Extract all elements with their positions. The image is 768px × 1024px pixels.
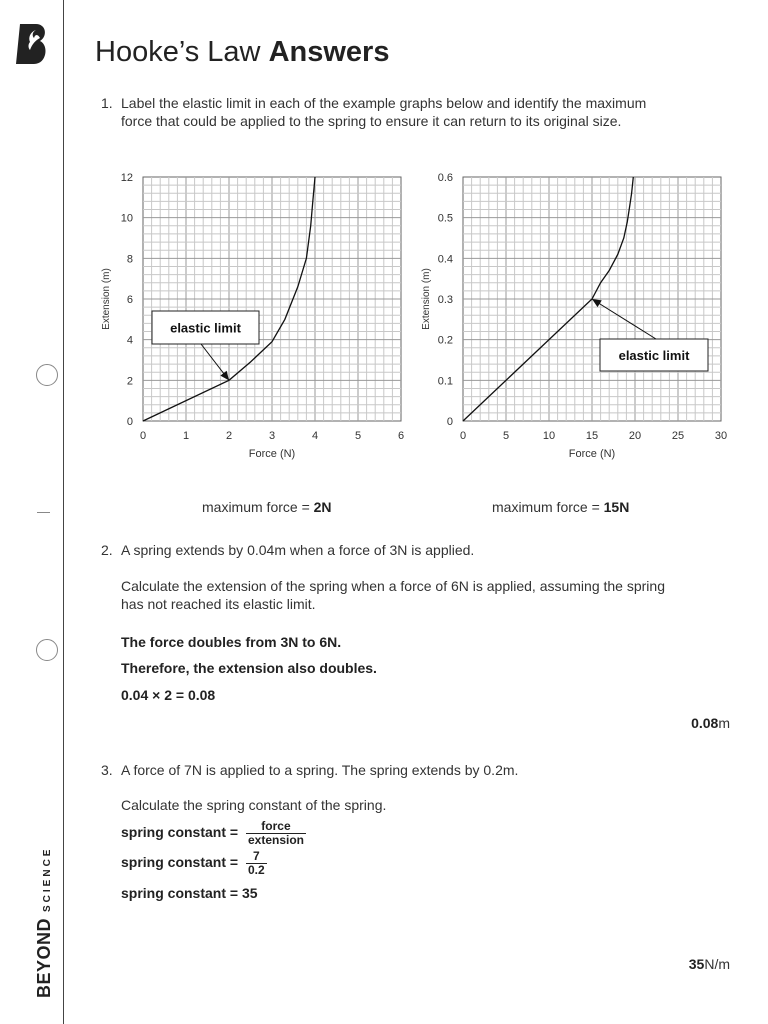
x-tick-label: 3 <box>268 430 276 442</box>
y-tick-label: 0.5 <box>437 212 453 225</box>
punch-hole-top <box>36 364 58 386</box>
q3-equation-3: spring constant = 35 <box>121 885 258 901</box>
x-axis-label: Force (N) <box>568 448 616 460</box>
q2-prompt-line1: Calculate the extension of the spring when a force of 6N is applied, assuming the spring <box>121 578 665 594</box>
q1-number: 1. <box>101 95 113 111</box>
q3-answer <box>689 955 730 973</box>
q3-fraction-2 <box>246 850 267 877</box>
y-tick-label: 12 <box>120 172 133 184</box>
q2-prompt <box>121 577 665 613</box>
brand-name: BEYOND <box>34 917 54 998</box>
beyond-logo-icon <box>16 22 50 66</box>
x-tick-label: 2 <box>225 430 233 442</box>
q1-text-line1: Label the elastic limit in each of the example graphs below and identify the maximum <box>121 95 647 111</box>
graph-force-extension-2 <box>415 165 735 465</box>
x-tick-label: 30 <box>714 430 728 442</box>
q2-number: 2. <box>101 542 113 558</box>
q3-eq1-label: spring constant = <box>121 824 242 841</box>
fraction-numerator: 7 <box>252 849 260 863</box>
brand-label <box>34 847 55 998</box>
x-tick-label: 0 <box>139 430 147 442</box>
q3-text: A force of 7N is applied to a spring. The spring extends by 0.2m. <box>121 762 519 778</box>
y-tick-label: 4 <box>126 334 133 347</box>
punch-hole-bottom <box>36 639 58 661</box>
margin-line <box>63 0 64 1024</box>
q2-answer-unit: m <box>718 715 730 731</box>
y-axis-label: Extension (m) <box>101 268 112 330</box>
x-tick-label: 1 <box>182 430 190 442</box>
q2-prompt-line2: has not reached its elastic limit. <box>121 596 316 612</box>
x-axis-label: Force (N) <box>248 448 296 460</box>
q1-answer1-prefix: maximum force = <box>202 499 314 515</box>
x-tick-label: 0 <box>459 430 467 442</box>
q2-answer-value: 0.08 <box>691 715 719 731</box>
y-tick-label: 10 <box>120 212 133 225</box>
q3-prompt: Calculate the spring constant of the spring. <box>121 797 387 813</box>
y-tick-label: 0.1 <box>437 375 453 388</box>
q3-fraction-1 <box>246 820 306 847</box>
q3-equation-2 <box>121 850 267 877</box>
y-tick-label: 0.2 <box>437 334 453 347</box>
q3-answer-value: 35 <box>688 956 705 972</box>
q1-answer1-value: 2N <box>313 499 332 515</box>
q1-answer2-value: 15N <box>603 499 630 515</box>
q1-answer-2 <box>492 498 629 516</box>
y-tick-label: 8 <box>126 253 133 266</box>
y-tick-label: 0 <box>446 416 453 428</box>
x-tick-label: 4 <box>311 430 319 442</box>
x-tick-label: 5 <box>354 430 362 442</box>
x-tick-label: 6 <box>397 430 405 442</box>
y-tick-label: 0.4 <box>437 253 453 266</box>
q1-answer2-prefix: maximum force = <box>492 499 604 515</box>
x-tick-label: 20 <box>628 430 642 442</box>
q3-eq2-label: spring constant = <box>121 854 242 871</box>
brand-sub: SCIENCE <box>42 846 53 912</box>
q1-text <box>121 94 646 130</box>
fraction-denominator: extension <box>247 833 304 847</box>
fraction-denominator: 0.2 <box>247 863 265 877</box>
y-tick-label: 6 <box>126 294 133 306</box>
y-tick-label: 0.6 <box>437 172 453 184</box>
q3-number: 3. <box>101 762 113 778</box>
fold-mark <box>37 512 50 513</box>
q2-working-line2: Therefore, the extension also doubles. <box>121 660 377 676</box>
q2-text: A spring extends by 0.04m when a force of 3N is applied. <box>121 542 475 558</box>
y-tick-label: 2 <box>126 375 133 388</box>
q3-equation-1 <box>121 820 306 847</box>
page-title <box>95 36 389 69</box>
q2-working-line1: The force doubles from 3N to 6N. <box>121 634 342 650</box>
q1-text-line2: force that could be applied to the spring to ensure it can return to its original size. <box>121 113 622 129</box>
y-tick-label: 0.3 <box>437 294 453 306</box>
q1-answer-1 <box>202 498 332 516</box>
x-tick-label: 15 <box>585 430 599 442</box>
x-tick-label: 10 <box>542 430 556 442</box>
x-tick-label: 5 <box>502 430 510 442</box>
elastic-limit-label: elastic limit <box>170 320 241 336</box>
elastic-limit-label: elastic limit <box>618 348 690 363</box>
q2-working-line3: 0.04 × 2 = 0.08 <box>121 687 216 703</box>
q3-answer-unit: N/m <box>704 956 730 972</box>
fraction-numerator: force <box>261 819 291 833</box>
q2-answer <box>691 714 730 732</box>
y-tick-label: 0 <box>126 416 133 428</box>
graph-force-extension-1 <box>95 165 415 465</box>
title-light: Hooke’s Law <box>95 36 269 68</box>
x-tick-label: 25 <box>671 430 685 442</box>
y-axis-label: Extension (m) <box>421 268 432 330</box>
title-bold: Answers <box>268 36 390 68</box>
